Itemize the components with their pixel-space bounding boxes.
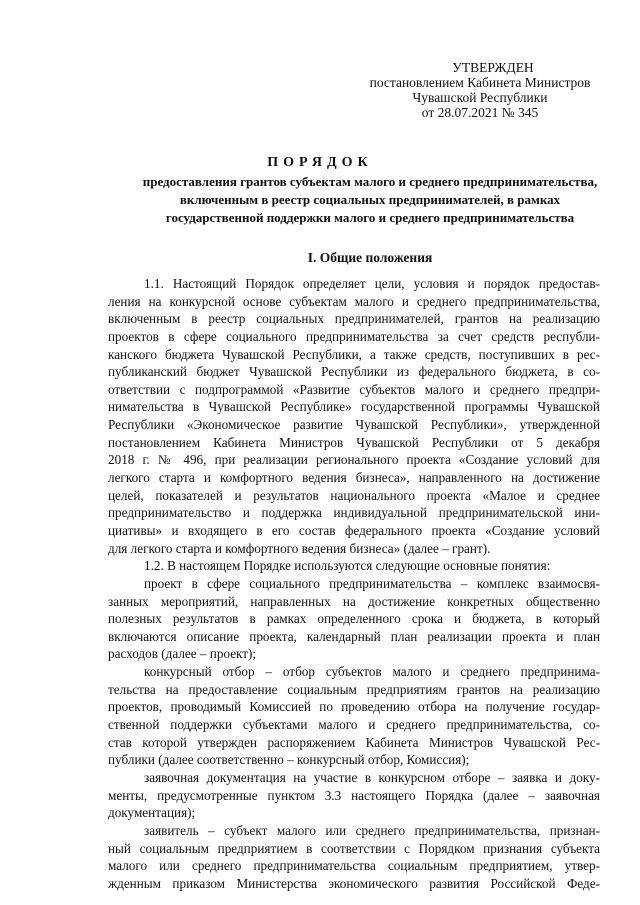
text-line: публиканский бюджет Чувашской Республики из федерального бюджета, в со- <box>108 364 600 380</box>
text-line: включаются описание проекта, календарный план реализации проекта и план <box>108 628 600 644</box>
text-line: циативы» и входящего в его состав федерального проекта «Создание условий <box>108 522 600 538</box>
text-line: полезных результатов в рамках определенного срока и бюджета, в который <box>108 611 600 627</box>
text-line: целей, показателей и результатов национального проекта «Малое и среднее <box>108 487 600 503</box>
document-subtitle <box>120 173 620 227</box>
text-line: проект в сфере социального предпринимательства – комплекс взаимосвя- <box>144 575 600 591</box>
text-line: канского бюджета Чувашской Республики, а также средств, поступивших в рес- <box>108 346 600 362</box>
body-text <box>108 275 600 892</box>
text-line: документация); <box>108 805 196 821</box>
text-line: Республики «Экономическое развитие Чувашской Республики», утвержденной <box>108 417 600 433</box>
text-line: постановлением Кабинета Министров Чувашской Республики от 5 декабря <box>108 434 600 450</box>
subtitle-line: включенным в реестр социальных предпринимателей, в рамках <box>179 192 561 207</box>
text-line: нимательства в Чувашской Республике» государственной программы Чувашской <box>108 399 600 415</box>
text-line: 1.2. В настоящем Порядке используются следующие основные понятия: <box>144 558 551 574</box>
text-line: ления на конкурсной основе субъектам малого и среднего предпринимательства, <box>108 293 600 309</box>
approval-stamp <box>340 60 620 120</box>
approval-line: Чувашской Республики <box>412 90 548 105</box>
document-title: ПОРЯДОК <box>267 155 373 170</box>
section-heading: I. Общие положения <box>307 250 433 265</box>
approval-line: постановлением Кабинета Министров <box>369 75 591 90</box>
text-line: жденным приказом Министерства экономического развития Российской Феде- <box>108 875 600 891</box>
text-line: 2018 г. № 496, при реализации регионального проекта «Создание условий для <box>108 452 600 468</box>
text-line: ственной поддержки субъектами малого и среднего предпринимательства, со- <box>108 717 600 733</box>
text-line: легкого старта и комфортного ведения бизнеса», направленного на достижение <box>108 470 600 486</box>
text-line: занных мероприятий, направленных на достижение конкретных общественно <box>108 593 600 609</box>
text-line: ный социальным предприятием в соответствии с Порядком признания субъекта <box>108 840 600 856</box>
text-line: 1.1. Настоящий Порядок определяет цели, условия и порядок предостав- <box>144 276 600 291</box>
text-line: менты, предусмотренные пунктом 3.3 настоящего Порядка (далее – заявочная <box>108 787 600 803</box>
text-line: конкурсный отбор – отбор субъектов малого и среднего предпринима- <box>144 664 600 680</box>
text-line: став которой утвержден распоряжением Кабинета Министров Чувашской Рес- <box>108 734 600 750</box>
approval-line: от 28.07.2021 № 345 <box>421 105 539 120</box>
text-line: проектов, проводимый Комиссией по проведению отбора на получение государ- <box>108 699 600 715</box>
text-line: публики (далее соответственно – конкурсный отбор, Комиссия); <box>108 752 470 768</box>
subtitle-line: предоставления грантов субъектам малого и среднего предпринимательства, <box>142 174 598 189</box>
text-line: предпринимательство и поддержка индивидуальной предпринимательской ини- <box>108 505 600 521</box>
text-line: заявочная документация на участие в конкурсном отборе – заявка и доку- <box>144 769 600 785</box>
text-line: заявитель – субъект малого или среднего предпринимательства, признан- <box>144 822 600 838</box>
text-line: тельства на предоставление социальным предприятиям грантов на реализацию <box>108 681 600 697</box>
text-line: для легкого старта и комфортного ведения бизнеса» (далее – грант). <box>108 540 491 556</box>
text-line: ответствии с подпрограммой «Развитие субъектов малого и среднего предпри- <box>108 381 600 397</box>
approval-line: УТВЕРЖДЕН <box>452 60 534 75</box>
text-line: расходов (далее – проект); <box>108 646 257 662</box>
subtitle-line: государственной поддержки малого и среднего предпринимательства <box>165 210 575 225</box>
text-line: включенным в реестр социальных предпринимателей, грантов на реализацию <box>108 311 600 327</box>
text-line: проектов в сфере социального предпринимательства за счет средств республи- <box>108 328 600 344</box>
text-line: малого или среднего предпринимательства социальным предприятием, утвер- <box>108 858 600 874</box>
